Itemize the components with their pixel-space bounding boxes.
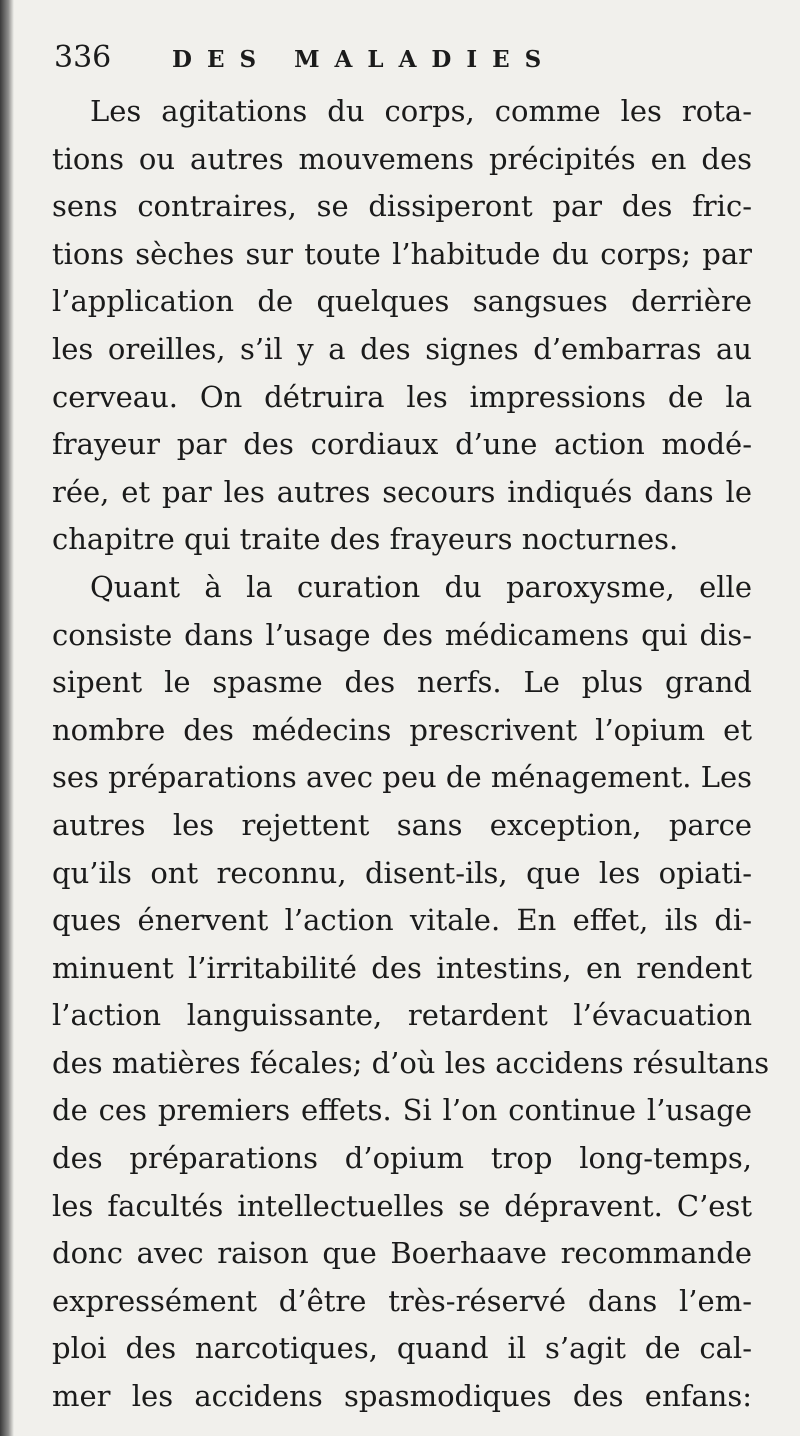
text-line: sens contraires, se dissiperont par des fric- [52, 189, 752, 224]
text-line: tions ou autres mouvemens précipités en des [52, 141, 752, 176]
text-line: nombre des médecins prescrivent l’opium et [52, 712, 752, 747]
text-line: les oreilles, s’il y a des signes d’embarras au [52, 331, 752, 366]
text-line: rée, et par les autres secours indiqués dans le [52, 474, 752, 509]
text-line: consiste dans l’usage des médicamens qui dis- [52, 617, 752, 652]
page-header [54, 38, 754, 88]
text-line: expressément d’être très-réservé dans l’em- [52, 1283, 752, 1318]
text-line: l’application de quelques sangsues derrière [52, 284, 752, 319]
text-line: ques énervent l’action vitale. En effet, ils di- [52, 903, 752, 938]
text-line: de ces premiers effets. Si l’on continue l’usage [52, 1093, 752, 1128]
text-line: minuent l’irritabilité des intestins, en rendent [52, 950, 752, 985]
text-line: des préparations d’opium trop long-temps, [52, 1141, 752, 1176]
text-line: sipent le spasme des nerfs. Le plus grand [52, 665, 752, 700]
text-line: des matières fécales; d’où les accidens résultans [52, 1045, 770, 1080]
text-line: l’action languissante, retardent l’évacuation [52, 998, 752, 1033]
text-line: Les agitations du corps, comme les rota- [90, 94, 752, 128]
text-line: ses préparations avec peu de ménagement. Les [52, 760, 752, 795]
text-line: ploi des narcotiques, quand il s’agit de cal- [52, 1331, 752, 1366]
text-line: Quant à la curation du paroxysme, elle [90, 569, 752, 604]
text-line: cerveau. On détruira les impressions de la [52, 379, 752, 414]
text-line: frayeur par des cordiaux d’une action modé- [52, 427, 752, 462]
body-text [52, 88, 770, 1421]
text-line: autres les rejettent sans exception, parce [52, 807, 752, 842]
running-head: DES MALADIES [172, 46, 557, 73]
text-line: les facultés intellectuelles se dépravent. C’est [52, 1188, 752, 1223]
text-line: qu’ils ont reconnu, disent-ils, que les opiati- [52, 855, 752, 890]
text-line: tions sèches sur toute l’habitude du corps; par [52, 236, 752, 271]
text-line: chapitre qui traite des frayeurs nocturnes. [52, 522, 679, 557]
page-number: 336 [54, 40, 112, 75]
text-line: donc avec raison que Boerhaave recommande [52, 1236, 752, 1271]
text-line: mer les accidens spasmodiques des enfans: [52, 1379, 752, 1414]
binding-shadow [0, 0, 14, 1436]
